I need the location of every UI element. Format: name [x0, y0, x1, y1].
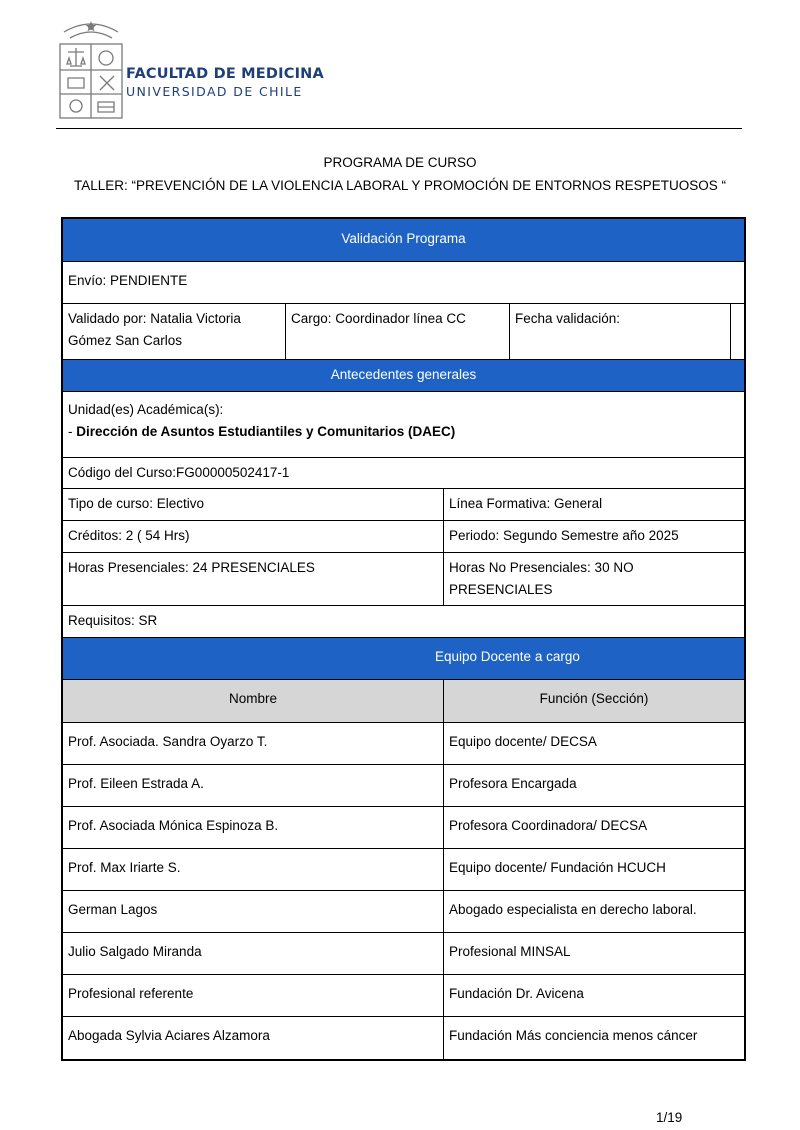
faculty-brand [126, 66, 324, 99]
validation-heading: Validación Programa [63, 219, 744, 261]
team-heading: Equipo Docente a cargo [63, 638, 744, 679]
horas-no-presenciales [443, 553, 744, 605]
member-name: German Lagos [68, 902, 158, 917]
header-divider [56, 128, 742, 129]
column-header-funcion: Función (Sección) [443, 680, 744, 722]
envio-row [63, 262, 744, 304]
page-header [56, 18, 742, 130]
member-function: Fundación Dr. Avicena [443, 975, 744, 1016]
creditos-row [63, 521, 744, 553]
member-function: Equipo docente/ DECSA [443, 723, 744, 764]
member-function: Profesora Encargada [443, 765, 744, 806]
requisitos: Requisitos: SR [68, 613, 158, 628]
validation-heading-row [63, 219, 744, 262]
creditos: Créditos: 2 ( 54 Hrs) [68, 528, 190, 543]
member-name: Julio Salgado Miranda [68, 944, 202, 959]
page-number: 1/19 [656, 1110, 683, 1125]
member-function: Profesora Coordinadora/ DECSA [443, 807, 744, 848]
periodo: Periodo: Segundo Semestre año 2025 [443, 521, 744, 552]
member-name: Prof. Max Iriarte S. [68, 860, 181, 875]
university-name: UNIVERSIDAD DE CHILE [126, 84, 303, 99]
codigo-row [63, 458, 744, 489]
table-row [63, 975, 744, 1017]
validado-por-line2: Gómez San Carlos [68, 333, 183, 348]
horas-presenciales: Horas Presenciales: 24 PRESENCIALES [68, 560, 315, 575]
general-heading-row [63, 360, 744, 392]
member-name: Prof. Asociada Mónica Espinoza B. [68, 818, 279, 833]
course-program-table [61, 217, 746, 1061]
table-row [63, 891, 744, 933]
member-function: Equipo docente/ Fundación HCUCH [443, 849, 744, 890]
linea-formativa: Línea Formativa: General [443, 489, 744, 520]
validado-por [63, 304, 285, 359]
faculty-name: FACULTAD DE MEDICINA [126, 66, 324, 82]
general-heading: Antecedentes generales [63, 360, 744, 391]
tipo-curso: Tipo de curso: Electivo [68, 496, 205, 511]
validado-por-line1: Validado por: Natalia Victoria [68, 311, 241, 326]
member-name: Profesional referente [68, 986, 194, 1001]
cargo: Cargo: Coordinador línea CC [285, 304, 509, 359]
codigo-curso: Código del Curso:FG00000502417-1 [68, 465, 290, 480]
empty-cell [730, 304, 744, 359]
unidad-row [63, 392, 744, 458]
member-function: Profesional MINSAL [443, 933, 744, 974]
table-row [63, 807, 744, 849]
validation-details-row [63, 304, 744, 360]
university-crest-logo [56, 18, 126, 124]
envio-status: Envío: PENDIENTE [68, 273, 188, 288]
unidad-dash: - [68, 424, 77, 439]
table-row [63, 1017, 744, 1059]
member-name: Abogada Sylvia Aciares Alzamora [68, 1028, 270, 1043]
column-header-nombre: Nombre [63, 680, 443, 722]
tipo-row [63, 489, 744, 521]
unidad-value-line [68, 421, 739, 443]
document-title: PROGRAMA DE CURSO [323, 155, 477, 170]
requisitos-row [63, 606, 744, 638]
table-row [63, 849, 744, 891]
horas-row [63, 553, 744, 606]
team-columns-row [63, 680, 744, 723]
member-name: Prof. Eileen Estrada A. [68, 776, 204, 791]
member-function: Abogado especialista en derecho laboral. [443, 891, 744, 932]
table-row [63, 765, 744, 807]
fecha-validacion: Fecha validación: [509, 304, 730, 359]
horas-no-line1: Horas No Presenciales: 30 NO [449, 560, 634, 575]
course-title: TALLER: “PREVENCIÓN DE LA VIOLENCIA LABORAL Y PROMOCIÓN DE ENTORNOS RESPETUOSOS “ [74, 178, 726, 193]
table-row [63, 723, 744, 765]
unidad-academica [63, 392, 744, 457]
unidad-label: Unidad(es) Académica(s): [68, 402, 224, 417]
member-name: Prof. Asociada. Sandra Oyarzo T. [68, 734, 268, 749]
horas-no-line2: PRESENCIALES [449, 582, 553, 597]
table-row [63, 933, 744, 975]
team-members [63, 723, 744, 1059]
unidad-value: Dirección de Asuntos Estudiantiles y Comunitarios (DAEC) [76, 424, 456, 439]
team-heading-row [63, 638, 744, 680]
member-function: Fundación Más conciencia menos cáncer [443, 1017, 744, 1059]
